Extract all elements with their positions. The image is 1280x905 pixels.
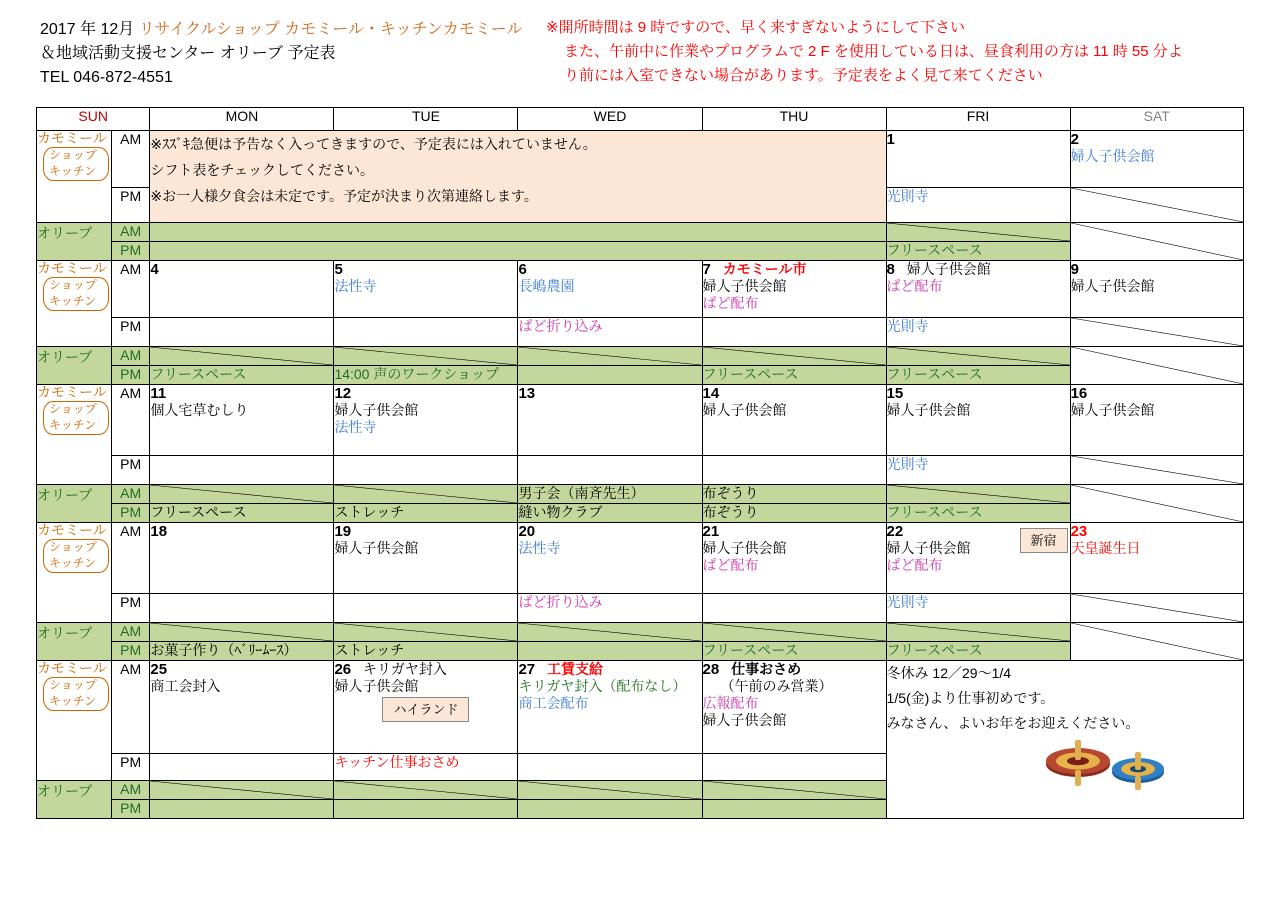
olive-pm-mon: 14:00 声のワークショップ [334, 366, 518, 385]
ampm-pm-olive: PM [111, 366, 150, 385]
day-cell-27-pm [518, 754, 702, 781]
weekday-fri: FRI [886, 108, 1070, 131]
day-entry: 婦人子供会館 [702, 712, 787, 728]
header-shop-name: リサイクルショップ カモミール・キッチンカモミール [138, 21, 523, 38]
day-cell-21-pm [702, 594, 886, 623]
row-label-kamomile [37, 385, 112, 485]
day-cell-1-pm [886, 188, 1070, 223]
olive-am-tue [518, 347, 702, 366]
table-row [37, 623, 1244, 642]
olive-pm-tue [518, 642, 702, 661]
day-cell-9-pm [1070, 318, 1243, 347]
ampm-am-olive: AM [111, 623, 150, 642]
day-entry: 商工会封入 [150, 678, 221, 694]
day-cell-13-pm [518, 456, 702, 485]
olive-am-sun [150, 347, 334, 366]
olive-am-fri [886, 223, 1070, 242]
ampm-pm: PM [111, 318, 150, 347]
weekday-mon: MON [150, 108, 334, 131]
ampm-pm-olive: PM [111, 800, 150, 819]
label-kitchen: キッチン [49, 694, 97, 708]
memo-line-3: ※お一人様夕食会は未定です。予定が決まり次第連絡します。 [150, 188, 538, 204]
label-shop: ショップ [49, 278, 97, 292]
day-number: 2 [1070, 131, 1079, 148]
olive-pm-thu: フリースペース [886, 642, 1070, 661]
olive-am-tue [518, 623, 702, 642]
olive-am-thu [886, 485, 1070, 504]
table-row [37, 366, 1244, 385]
olive-sat-week2 [1070, 347, 1243, 385]
day-title: カモミール市 [722, 261, 807, 277]
day-title: 工賃支給 [547, 661, 604, 677]
label-shop: ショップ [49, 678, 97, 692]
day-cell-16-pm [1070, 456, 1243, 485]
day-cell-20-pm [518, 594, 702, 623]
olive-pm-fri: フリースペース [886, 242, 1070, 261]
day-cell-18 [150, 523, 334, 594]
olive-am-thu [886, 623, 1070, 642]
day-number: 7 [702, 261, 711, 278]
header-tel: TEL 046-872-4551 [40, 69, 173, 86]
row-label-olive: オリーブ [37, 781, 112, 819]
weekday-sat: SAT [1070, 108, 1243, 131]
day-cell-19 [334, 523, 518, 594]
day-cell-8-pm [886, 318, 1070, 347]
olive-pm-week1 [150, 242, 886, 261]
label-kamomile-text: カモミール [37, 384, 107, 400]
day-cell-8 [886, 261, 1070, 318]
day-entry: キッチン仕事おさめ [334, 754, 460, 770]
olive-am-week1 [150, 223, 886, 242]
table-row [37, 385, 1244, 456]
olive-pm-mon: ストレッチ [334, 642, 518, 661]
ampm-pm-olive: PM [111, 642, 150, 661]
day-entry: 光則寺 [886, 188, 929, 204]
day-number: 12 [334, 385, 352, 402]
day-title: キリガヤ封入 [363, 661, 447, 677]
day-cell-7 [702, 261, 886, 318]
ampm-pm: PM [111, 456, 150, 485]
day-cell-14 [702, 385, 886, 456]
day-number: 18 [150, 523, 168, 540]
day-entry: 婦人子供会館 [1070, 148, 1155, 164]
day-cell-15-pm [886, 456, 1070, 485]
row-label-olive: オリーブ [37, 485, 112, 523]
header-line-1 [40, 18, 560, 42]
day-entry: 光則寺 [886, 594, 929, 610]
day-cell-5 [334, 261, 518, 318]
label-shop: ショップ [49, 402, 97, 416]
day-cell-14-pm [702, 456, 886, 485]
day-entry: ぱど配布 [702, 557, 759, 573]
day-number: 13 [518, 385, 536, 402]
day-cell-9 [1070, 261, 1243, 318]
olive-sat-week3 [1070, 485, 1243, 523]
day-cell-27 [518, 661, 702, 754]
olive-am-thu [886, 347, 1070, 366]
day-number: 9 [1070, 261, 1079, 278]
day-number: 23 [1070, 523, 1088, 540]
label-shop: ショップ [49, 148, 97, 162]
olive-am-sun [150, 781, 334, 800]
table-row [37, 223, 1244, 242]
day-entry: ぱど折り込み [518, 594, 603, 610]
olive-pm-thu: フリースペース [886, 504, 1070, 523]
row-label-kamomile [37, 261, 112, 347]
day-number: 22 [886, 523, 904, 540]
weekday-tue: TUE [334, 108, 518, 131]
day-entry: 婦人子供会館 [886, 402, 971, 418]
olive-pm-wed: フリースペース [702, 642, 886, 661]
day-entry: 法性寺 [518, 540, 561, 556]
day-cell-26 [334, 661, 518, 754]
day-number: 26 [334, 661, 352, 678]
day-entry: キリガヤ封入（配布なし） [518, 678, 687, 694]
olive-pm-mon: ストレッチ [334, 504, 518, 523]
weekday-sun: SUN [37, 108, 150, 131]
day-cell-25 [150, 661, 334, 754]
olive-pm-thu: フリースペース [886, 366, 1070, 385]
label-kitchen: キッチン [49, 294, 97, 308]
row-label-olive: オリーブ [37, 623, 112, 661]
day-number: 5 [334, 261, 343, 278]
day-entry: 婦人子供会館 [702, 278, 787, 294]
header-line-2: ＆地域活動支援センター オリーブ 予定表 [40, 45, 336, 62]
day-number: 27 [518, 661, 536, 678]
ampm-pm-olive: PM [111, 242, 150, 261]
day-entry: 光則寺 [886, 318, 929, 334]
day-number: 20 [518, 523, 536, 540]
table-row [37, 642, 1244, 661]
day-number: 16 [1070, 385, 1088, 402]
table-row [37, 318, 1244, 347]
ampm-am: AM [111, 523, 150, 594]
document-header [40, 18, 560, 90]
day-entry: （午前のみ営業） [720, 678, 833, 694]
table-row [37, 456, 1244, 485]
memo-note [150, 131, 886, 223]
table-row [37, 485, 1244, 504]
ampm-pm-olive: PM [111, 504, 150, 523]
row-label-kamomile [37, 661, 112, 781]
day-entry: 婦人子供会館 [1070, 278, 1155, 294]
olive-am-wed: 布ぞうり [702, 485, 886, 504]
label-kamomile-text: カモミール [37, 660, 107, 676]
notice-line-3: り前には入室できない場合があります。予定表をよく見て来てください [564, 67, 1043, 84]
ampm-am: AM [111, 131, 150, 188]
olive-pm-tue [518, 800, 702, 819]
olive-pm-sun: お菓子作り（ﾍﾞﾘｰﾑｰｽ） [150, 642, 334, 661]
day-cell-7-pm [702, 318, 886, 347]
day-cell-28-pm [702, 754, 886, 781]
day-cell-5-pm [334, 318, 518, 347]
day-entry: 個人宅草むしり [150, 402, 249, 418]
day-number: 21 [702, 523, 720, 540]
row-label-olive: オリーブ [37, 347, 112, 385]
spinning-top-illustration [1033, 726, 1183, 796]
day-entry: ぱど折り込み [518, 318, 603, 334]
label-kitchen: キッチン [49, 556, 97, 570]
day-cell-19-pm [334, 594, 518, 623]
ampm-am-olive: AM [111, 485, 150, 504]
day-cell-18-pm [150, 594, 334, 623]
day-entry: 法性寺 [334, 419, 377, 435]
ampm-pm: PM [111, 754, 150, 781]
header-date: 2017 年 12月 [40, 21, 135, 38]
olive-am-mon [334, 347, 518, 366]
ampm-pm: PM [111, 594, 150, 623]
row-label-kamomile [37, 523, 112, 623]
day-number: 25 [150, 661, 168, 678]
olive-pm-sun [150, 800, 334, 819]
olive-am-sun [150, 623, 334, 642]
day-cell-4 [150, 261, 334, 318]
day-title: 婦人子供会館 [906, 261, 991, 277]
day-entry: 商工会配布 [518, 695, 589, 711]
table-header-row [37, 108, 1244, 131]
day-cell-22-pm [886, 594, 1070, 623]
day-cell-6-pm [518, 318, 702, 347]
olive-am-mon [334, 485, 518, 504]
label-kitchen: キッチン [49, 418, 97, 432]
table-row [37, 661, 1244, 754]
day-cell-13 [518, 385, 702, 456]
day-cell-12-pm [334, 456, 518, 485]
day-cell-12 [334, 385, 518, 456]
winter-line-3: みなさん、よいお年をお迎えください。 [886, 715, 1140, 731]
day-number: 6 [518, 261, 527, 278]
day-cell-6 [518, 261, 702, 318]
day-cell-4-pm [150, 318, 334, 347]
ampm-am: AM [111, 385, 150, 456]
label-kitchen: キッチン [49, 164, 97, 178]
row-label-kamomile [37, 131, 112, 223]
day-cell-21 [702, 523, 886, 594]
day-number: 15 [886, 385, 904, 402]
winter-line-2: 1/5(金)より仕事初めです。 [886, 690, 1055, 706]
olive-am-mon [334, 623, 518, 642]
day-cell-1 [886, 131, 1070, 188]
note-box-shinjuku: 新宿 [1020, 528, 1068, 553]
olive-am-wed [702, 781, 886, 800]
day-cell-23 [1070, 523, 1243, 594]
label-kamomile-text: カモミール [37, 260, 107, 276]
ampm-am-olive: AM [111, 781, 150, 800]
day-entry: ぱど配布 [702, 295, 759, 311]
day-entry: 婦人子供会館 [334, 678, 419, 694]
olive-pm-sun: フリースペース [150, 366, 334, 385]
table-row [37, 261, 1244, 318]
day-cell-26-pm [334, 754, 518, 781]
olive-pm-mon [334, 800, 518, 819]
weekday-wed: WED [518, 108, 702, 131]
notice-block [546, 16, 1246, 88]
schedule-table [36, 107, 1244, 819]
table-row [37, 504, 1244, 523]
day-number: 1 [886, 131, 895, 148]
day-entry: 婦人子供会館 [334, 540, 419, 556]
table-row [37, 347, 1244, 366]
table-row [37, 594, 1244, 623]
day-cell-28 [702, 661, 886, 754]
table-row [37, 131, 1244, 188]
ampm-am-olive: AM [111, 347, 150, 366]
olive-pm-wed: 布ぞうり [702, 504, 886, 523]
day-entry: 婦人子供会館 [1070, 402, 1155, 418]
olive-am-tue: 男子会（南斉先生） [518, 485, 702, 504]
notice-line-1: ※開所時間は 9 時ですので、早く来すぎないようにして下さい [546, 19, 965, 36]
winter-holiday-note [886, 661, 1243, 819]
olive-sat-week4 [1070, 623, 1243, 661]
memo-line-2: シフト表をチェックしてください。 [150, 162, 374, 178]
day-number: 28 [702, 661, 720, 678]
day-cell-2 [1070, 131, 1243, 188]
olive-pm-wed [702, 800, 886, 819]
memo-line-1: ※ｽｽﾞｷ急便は予告なく入ってきますので、予定表には入れていません。 [150, 136, 597, 152]
winter-line-1: 冬休み 12／29～1/4 [886, 665, 1012, 681]
day-cell-25-pm [150, 754, 334, 781]
day-cell-2-pm [1070, 188, 1243, 223]
label-kamomile-text: カモミール [37, 130, 107, 146]
label-kamomile-text: カモミール [37, 522, 107, 538]
olive-am-tue [518, 781, 702, 800]
day-entry: 広報配布 [702, 695, 759, 711]
olive-am-wed [702, 623, 886, 642]
label-shop: ショップ [49, 540, 97, 554]
olive-am-sun [150, 485, 334, 504]
row-label-olive: オリーブ [37, 223, 112, 261]
table-row [37, 523, 1244, 594]
olive-pm-wed: フリースペース [702, 366, 886, 385]
day-entry: 婦人子供会館 [334, 402, 419, 418]
day-cell-11-pm [150, 456, 334, 485]
day-entry: 婦人子供会館 [886, 540, 971, 556]
day-entry: ぱど配布 [886, 278, 943, 294]
ampm-pm: PM [111, 188, 150, 223]
olive-pm-tue [518, 366, 702, 385]
day-cell-23-pm [1070, 594, 1243, 623]
day-entry: 天皇誕生日 [1070, 540, 1141, 556]
table-row [37, 242, 1244, 261]
day-number: 8 [886, 261, 895, 278]
day-cell-15 [886, 385, 1070, 456]
day-number: 4 [150, 261, 159, 278]
olive-am-mon [334, 781, 518, 800]
olive-sat-week1 [1070, 223, 1243, 261]
day-number: 14 [702, 385, 720, 402]
day-number: 11 [150, 385, 167, 402]
olive-pm-tue: 縫い物クラブ [518, 504, 702, 523]
day-entry: 法性寺 [334, 278, 377, 294]
day-cell-20 [518, 523, 702, 594]
day-cell-11 [150, 385, 334, 456]
day-entry: ぱど配布 [886, 557, 943, 573]
ampm-am: AM [111, 261, 150, 318]
day-number: 19 [334, 523, 352, 540]
day-entry: 光則寺 [886, 456, 929, 472]
olive-pm-sun: フリースペース [150, 504, 334, 523]
day-cell-22 [886, 523, 1070, 594]
day-title: 仕事おさめ [731, 661, 802, 677]
ampm-am-olive: AM [111, 223, 150, 242]
olive-am-wed [702, 347, 886, 366]
weekday-thu: THU [702, 108, 886, 131]
day-entry: 婦人子供会館 [702, 540, 787, 556]
day-cell-16 [1070, 385, 1243, 456]
notice-line-2: また、午前中に作業やプログラムで 2 F を使用している日は、昼食利用の方は 11 時 55 分よ [564, 43, 1183, 60]
day-entry: 婦人子供会館 [702, 402, 787, 418]
note-box-highland: ハイランド [382, 697, 469, 722]
day-entry: 長嶋農園 [518, 278, 575, 294]
ampm-am: AM [111, 661, 150, 754]
